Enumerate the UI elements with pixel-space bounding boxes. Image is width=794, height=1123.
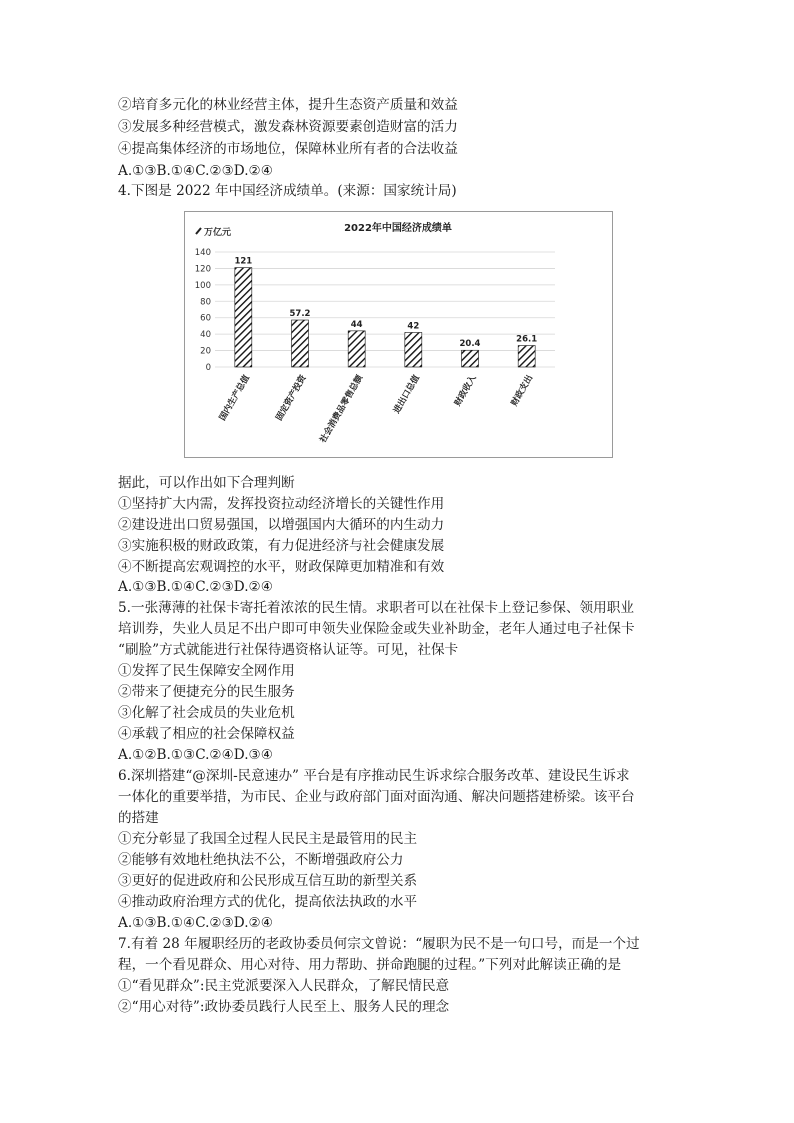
y-tick-label: 20 (200, 346, 211, 357)
text-line: ②“用心对待”:政协委员践行人民至上、服务人民的理念 (118, 999, 450, 1015)
bar (462, 350, 479, 367)
y-tick-label: 140 (194, 248, 211, 258)
y-tick-label: 40 (200, 330, 211, 341)
y-tick-label: 60 (200, 313, 211, 324)
text-line: ①坚持扩大内需，发挥投资拉动经济增长的关键性作用 (118, 496, 445, 512)
text-line: ②能够有效地杜绝执法不公，不断增强政府公力 (118, 852, 404, 868)
option-line: ②培育多元化的林业经营主体，提升生态资产质量和效益 (118, 97, 458, 113)
text-line: 据此，可以作出如下合理判断 (118, 475, 295, 491)
text-line: ③实施积极的财政政策，有力促进经济与社会健康发展 (118, 538, 445, 554)
text-line: 6.深圳搭建“@深圳-民意速办” 平台是有序推动民生诉求综合服务改革、建设民生诉求 (118, 768, 630, 784)
bar-value-label: 121 (234, 256, 253, 267)
bar-chart (185, 212, 612, 457)
question-4-stem: 4.下图是 2022 年中国经济成绩单。(来源：国家统计局) (118, 183, 457, 199)
bar (405, 333, 422, 368)
text-line: A.①③B.①④C.②③D.②④ (118, 579, 273, 595)
bar (235, 268, 252, 367)
x-tick-label: 固定资产投资 (274, 373, 309, 423)
y-tick-label: 80 (200, 297, 211, 308)
answer-choices: A.①③B.①④C.②③D.②④ (118, 163, 273, 179)
text-line: “刷脸”方式就能进行社保待遇资格认证等。可见，社保卡 (118, 642, 459, 658)
text-line: 的搭建 (118, 810, 159, 826)
x-tick-label: 国内生产总值 (217, 373, 252, 423)
bar (518, 346, 535, 367)
option-line: ③发展多种经营模式，激发森林资源要素创造财富的活力 (118, 119, 458, 135)
chart-title: 2022年中国经济成绩单 (344, 223, 452, 234)
text-line: ④推动政府治理方式的优化，提高依法执政的水平 (118, 894, 418, 910)
bar-value-label: 20.4 (459, 339, 481, 350)
text-line: 7.有着 28 年履职经历的老政协委员何宗文曾说：“履职为民不是一句口号，而是一个过 (118, 936, 640, 952)
y-tick-label: 100 (194, 280, 211, 291)
bar-value-label: 42 (407, 321, 420, 332)
text-line: ③更好的促进政府和公民形成互信互助的新型关系 (118, 873, 418, 889)
text-line: ③化解了社会成员的失业危机 (118, 705, 295, 721)
text-line: 5.一张薄薄的社保卡寄托着浓浓的民生情。求职者可以在社保卡上登记参保、领用职业 (118, 600, 634, 616)
x-tick-label: 社会消费品零售总额 (318, 373, 366, 445)
text-line: A.①②B.①③C.②④D.③④ (118, 747, 273, 763)
bar-value-label: 44 (350, 319, 363, 330)
text-line: ④不断提高宏观调控的水平，财政保障更加精准和有效 (118, 559, 445, 575)
text-line: 培训券，失业人员足不出户即可申领失业保险金或失业补助金，老年人通过电子社保卡 (118, 621, 635, 637)
x-tick-label: 财政收入 (452, 373, 479, 408)
y-tick-label: 0 (205, 363, 211, 373)
text-line: ①发挥了民生保障安全网作用 (118, 663, 295, 679)
legend (196, 226, 231, 238)
y-axis-unit: 万亿元 (204, 228, 232, 238)
option-line: ④提高集体经济的市场地位，保障林业所有者的合法收益 (118, 141, 458, 157)
legend-swatch (196, 228, 201, 234)
bar-value-label: 26.1 (516, 334, 538, 345)
text-line: ②带来了便捷充分的民生服务 (118, 684, 295, 700)
bar-value-label: 57.2 (289, 309, 311, 320)
bar (292, 320, 309, 367)
text-line: A.①③B.①④C.②③D.②④ (118, 915, 273, 931)
text-line: ②建设进出口贸易强国，以增强国内大循环的内生动力 (118, 517, 445, 533)
chart-figure (184, 211, 613, 458)
y-tick-label: 120 (194, 264, 211, 275)
text-line: ①“看见群众”:民主党派要深入人民群众，了解民情民意 (118, 978, 450, 994)
text-line: ①充分彰显了我国全过程人民民主是最管用的民主 (118, 831, 418, 847)
x-tick-label: 财政支出 (509, 373, 536, 408)
bar (348, 331, 365, 367)
text-line: 一体化的重要举措，为市民、企业与政府部门面对面沟通、解决问题搭建桥梁。该平台 (118, 789, 635, 805)
text-line: ④承载了相应的社会保障权益 (118, 726, 295, 742)
text-line: 程，一个看见群众、用心对待、用力帮助、拼命跑腿的过程。”下列对此解读正确的是 (118, 957, 622, 973)
x-tick-label: 进出口总值 (392, 373, 422, 416)
